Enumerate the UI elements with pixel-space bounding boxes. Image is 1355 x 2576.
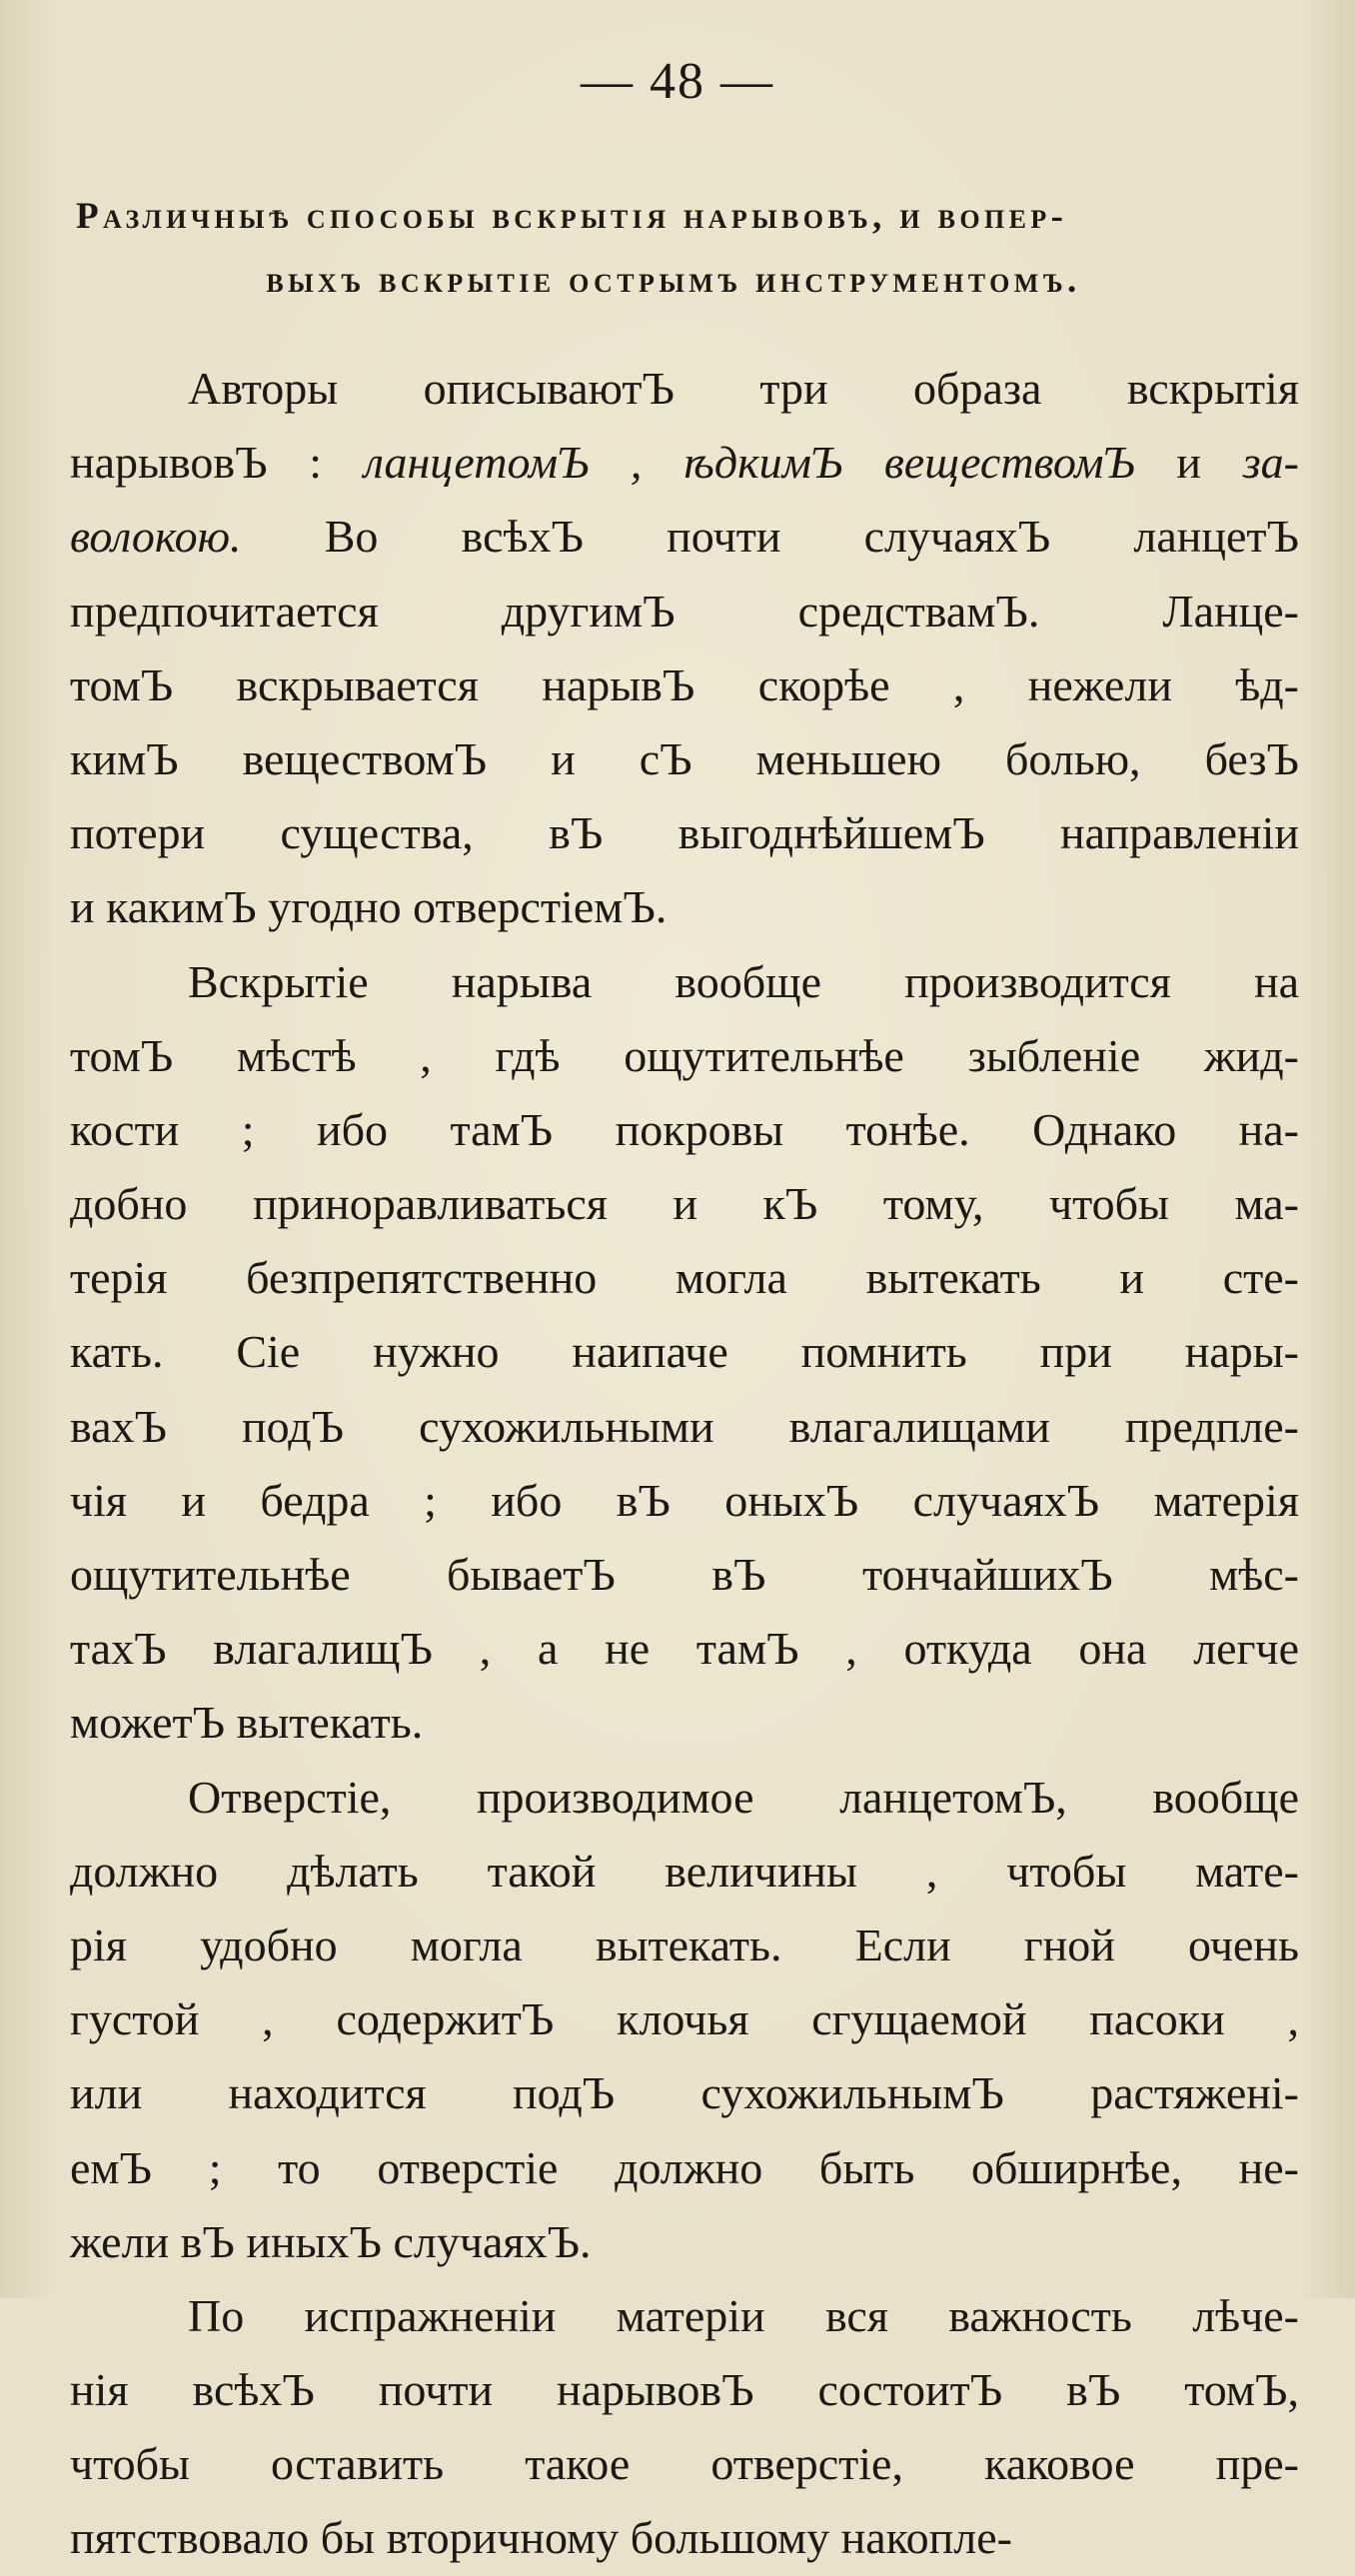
italic-text: ланцетомЪ , ѣдкимЪ веществомЪ <box>363 437 1135 489</box>
italic-text: за- <box>1242 437 1299 489</box>
text-line <box>70 426 1299 500</box>
text-segment: должно дѣлать такой величины , чтобы мате- <box>70 1845 1299 1897</box>
text-line <box>70 1982 1299 2056</box>
text-line <box>70 1241 1299 1315</box>
text-segment: вахЪ подЪ сухожильными влагалищами предпле- <box>70 1400 1299 1452</box>
text-segment: тахЪ влагалищЪ , а не тамЪ , откуда она легче <box>70 1623 1299 1675</box>
heading-line: выхъ вскрытіе острымъ инструментомъ. <box>266 260 1081 301</box>
text-line <box>70 945 1299 1019</box>
text-segment: потери существа, вЪ выгоднѣйшемЪ направленіи <box>70 807 1299 859</box>
text-line <box>70 2353 1299 2427</box>
text-segment: ощутительнѣе бываетЪ вЪ тончайшихЪ мѣс- <box>70 1549 1299 1600</box>
text-segment: рія удобно могла вытекать. Если гной очень <box>70 1919 1299 1970</box>
text-line <box>70 1761 1299 1835</box>
text-line <box>70 1686 1299 1760</box>
text-segment: томЪ мѣстѣ , гдѣ ощутительнѣе зыбленіе жид- <box>70 1029 1299 1081</box>
text-segment: чтобы оставить такое отверстіе, каковое пре- <box>70 2438 1299 2490</box>
paragraph <box>70 945 1299 1761</box>
text-line <box>70 1315 1299 1389</box>
text-segment: нарывовЪ : <box>70 437 364 489</box>
text-line <box>70 1909 1299 1982</box>
text-line <box>70 2279 1299 2353</box>
paragraph <box>70 352 1299 945</box>
text-line <box>70 1390 1299 1464</box>
page-number: — 48 — <box>581 53 774 110</box>
text-segment: кости ; ибо тамЪ покровы тонѣе. Однако на- <box>70 1103 1299 1155</box>
text-segment: нія всѣхЪ почти нарывовЪ состоитЪ вЪ томЪ, <box>70 2364 1299 2416</box>
section-heading <box>76 185 1271 313</box>
text-segment: кимЪ веществомЪ и сЪ меньшею болью, безЪ <box>70 732 1299 784</box>
text-segment: Вскрытіе нарыва вообще производится на <box>188 955 1299 1007</box>
text-segment: добно приноравливаться и кЪ тому, чтобы ма- <box>70 1178 1299 1230</box>
text-line <box>70 870 1299 944</box>
text-segment: чія и бедра ; ибо вЪ оныхЪ случаяхЪ матерія <box>70 1474 1299 1526</box>
text-segment: густой , содержитЪ клочья сгущаемой пасоки , <box>70 1993 1299 2045</box>
text-segment: терія безпрепятственно могла вытекать и сте- <box>70 1252 1299 1304</box>
heading-line: Различныѣ способы вскрытія нарывовъ, и вопер- <box>76 196 1068 237</box>
text-line <box>70 1612 1299 1686</box>
text-line <box>70 2205 1299 2279</box>
text-segment: емЪ ; то отверстіе должно быть обширнѣе, не- <box>70 2141 1299 2193</box>
text-segment: Отверстіе, производимое ланцетомЪ, вообще <box>188 1771 1299 1823</box>
text-line <box>70 1167 1299 1241</box>
text-line <box>70 1464 1299 1538</box>
italic-text: волокою. <box>70 511 242 563</box>
paragraph <box>70 1761 1299 2279</box>
body-text <box>70 352 1299 2576</box>
text-segment: томЪ вскрывается нарывЪ скорѣе , нежели ѣд- <box>70 658 1299 710</box>
text-segment: и какимЪ угодно отверстіемЪ. <box>70 881 668 933</box>
text-line <box>70 1835 1299 1909</box>
text-line <box>70 2427 1299 2501</box>
text-segment: кать. Сіе нужно наипаче помнить при нары- <box>70 1326 1299 1378</box>
text-line <box>70 1019 1299 1093</box>
paragraph <box>70 2279 1299 2576</box>
text-line <box>70 796 1299 870</box>
text-segment: предпочитается другимЪ средствамЪ. Ланце- <box>70 585 1299 637</box>
text-line <box>70 1093 1299 1167</box>
text-segment: и <box>1134 437 1243 489</box>
text-line <box>70 2056 1299 2130</box>
text-line <box>70 2131 1299 2205</box>
text-segment: Авторы описываютЪ три образа вскрытія <box>188 363 1299 414</box>
text-line <box>70 1538 1299 1612</box>
text-segment: По испражненіи матеріи вся важность лѣче- <box>188 2289 1299 2341</box>
text-line <box>70 722 1299 796</box>
text-segment: пятствовало бы вторичному большому накопле- <box>70 2512 1012 2564</box>
text-line <box>70 2501 1299 2575</box>
text-line <box>70 500 1299 574</box>
text-line <box>70 575 1299 648</box>
text-segment: Во всѣхЪ почти случаяхЪ ланцетЪ <box>241 511 1299 563</box>
text-segment: можетЪ вытекать. <box>70 1697 424 1749</box>
text-line <box>70 352 1299 426</box>
text-segment: жели вЪ иныхЪ случаяхЪ. <box>70 2215 592 2267</box>
text-line <box>70 648 1299 722</box>
text-segment: или находится подЪ сухожильнымЪ растяжені- <box>70 2067 1299 2119</box>
